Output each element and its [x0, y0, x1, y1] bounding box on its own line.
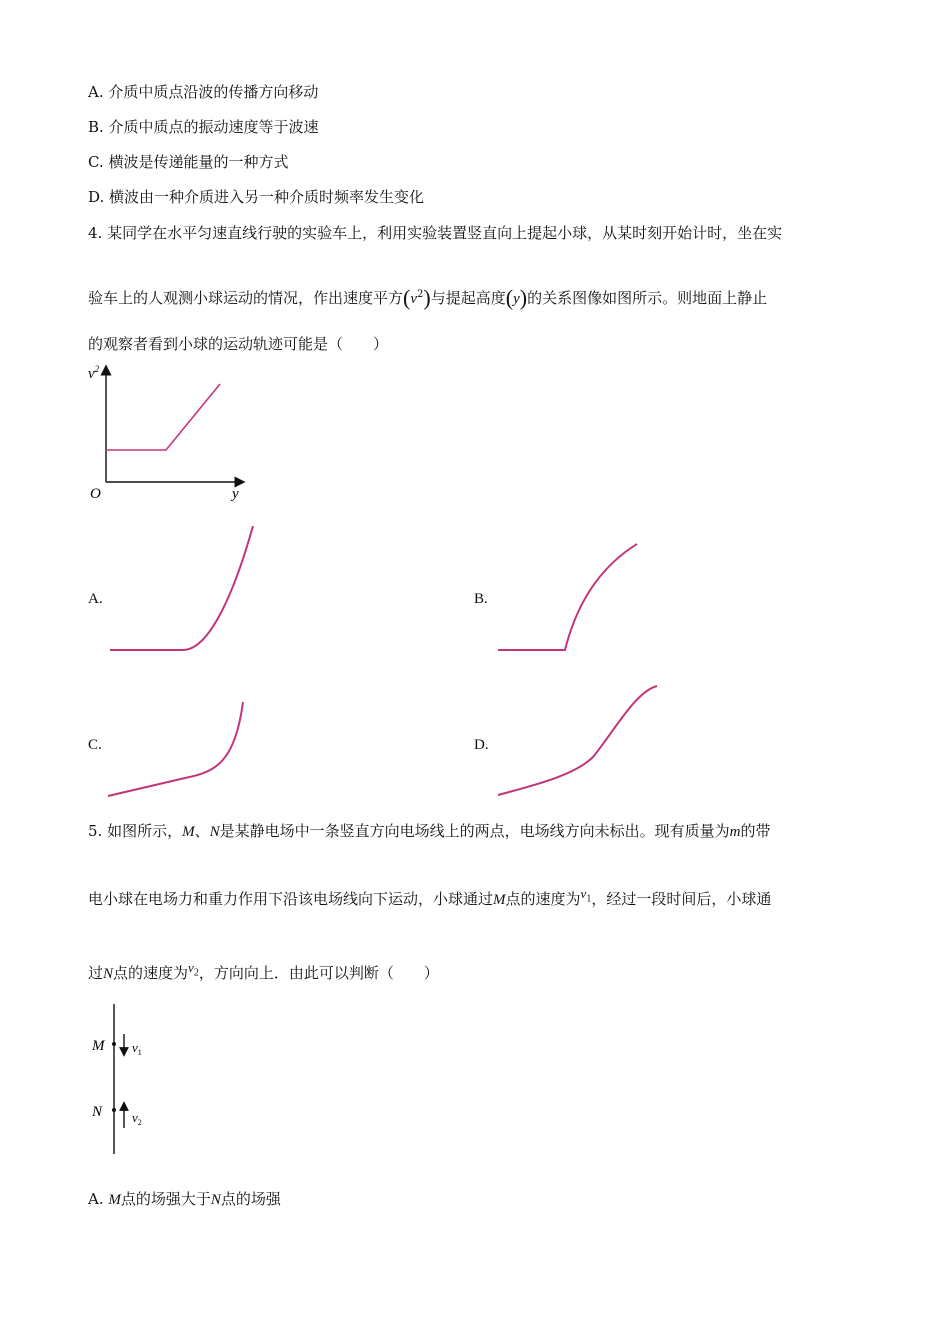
label-v2: $v_2$ — [132, 1110, 142, 1127]
q4-option-d-trajectory[interactable] — [495, 682, 665, 812]
q4-v2-y-graph — [80, 362, 250, 502]
q3-option-a: A. 介质中质点沿波的传播方向移动 — [88, 83, 319, 101]
mass-m: m — [729, 824, 741, 840]
q5-stem-line1: 5. 如图所示，M、N是某静电场中一条竖直方向电场线上的两点，电场线方向未标出。现有质量为m的带 — [88, 822, 771, 840]
v2-y-plot-line — [106, 384, 220, 450]
trajectory-curve — [498, 686, 657, 795]
graph-xlabel: y — [232, 486, 239, 502]
q4-option-d-label[interactable]: D. — [474, 737, 489, 753]
q4-stem-line3: 的观察者看到小球的运动轨迹可能是（ ） — [88, 335, 389, 353]
q4-option-b-trajectory[interactable] — [495, 540, 655, 670]
q4-symbol-y: y — [513, 291, 520, 307]
q4-option-c-label[interactable]: C. — [88, 737, 102, 753]
point-M-dot — [112, 1042, 116, 1046]
q4-stem-line2: 验车上的人观测小球运动的情况，作出速度平方$(v^2)$与提起高度(y)的关系图像如图所示。则地面上静止 — [88, 285, 768, 310]
graph-ylabel: $v^2$ — [88, 364, 100, 382]
q3-option-b: B. 介质中质点的振动速度等于波速 — [88, 118, 319, 136]
trajectory-curve — [498, 544, 637, 650]
q4-option-b-label[interactable]: B. — [474, 591, 488, 607]
label-M: M — [92, 1038, 105, 1054]
q5-stem-line2: 电小球在电场力和重力作用下沿该电场线向下运动，小球通过M点的速度为$^{v_1}$，经过一段时间后，小球通 — [88, 886, 772, 908]
q4-stem-line1: 4. 某同学在水平匀速直线行驶的实验车上，利用实验装置竖直向上提起小球，从某时刻开始计时，坐在实 — [88, 224, 783, 242]
q5-option-a[interactable]: A. M点的场强大于N点的场强 — [88, 1190, 281, 1208]
point-N: N — [209, 824, 220, 840]
trajectory-curve — [110, 526, 253, 650]
q5-stem-line3: 过N点的速度为$^{v_2}$，方向向上．由此可以判断（ ） — [88, 960, 439, 982]
q5-field-line-diagram — [86, 1000, 176, 1160]
point-M: M — [182, 824, 195, 840]
q4-symbol-v: v — [410, 291, 418, 307]
label-v1: $v_1$ — [132, 1040, 142, 1057]
label-N: N — [92, 1104, 103, 1120]
q4-option-a-label[interactable]: A. — [88, 591, 103, 607]
trajectory-curve — [108, 702, 243, 796]
graph-origin-label: O — [90, 486, 101, 502]
point-N-dot — [112, 1108, 116, 1112]
q3-option-c: C. 横波是传递能量的一种方式 — [88, 153, 289, 171]
q3-option-d: D. 横波由一种介质进入另一种介质时频率发生变化 — [88, 188, 425, 206]
q4-option-c-trajectory[interactable] — [105, 698, 265, 818]
q4-option-a-trajectory[interactable] — [105, 520, 265, 660]
